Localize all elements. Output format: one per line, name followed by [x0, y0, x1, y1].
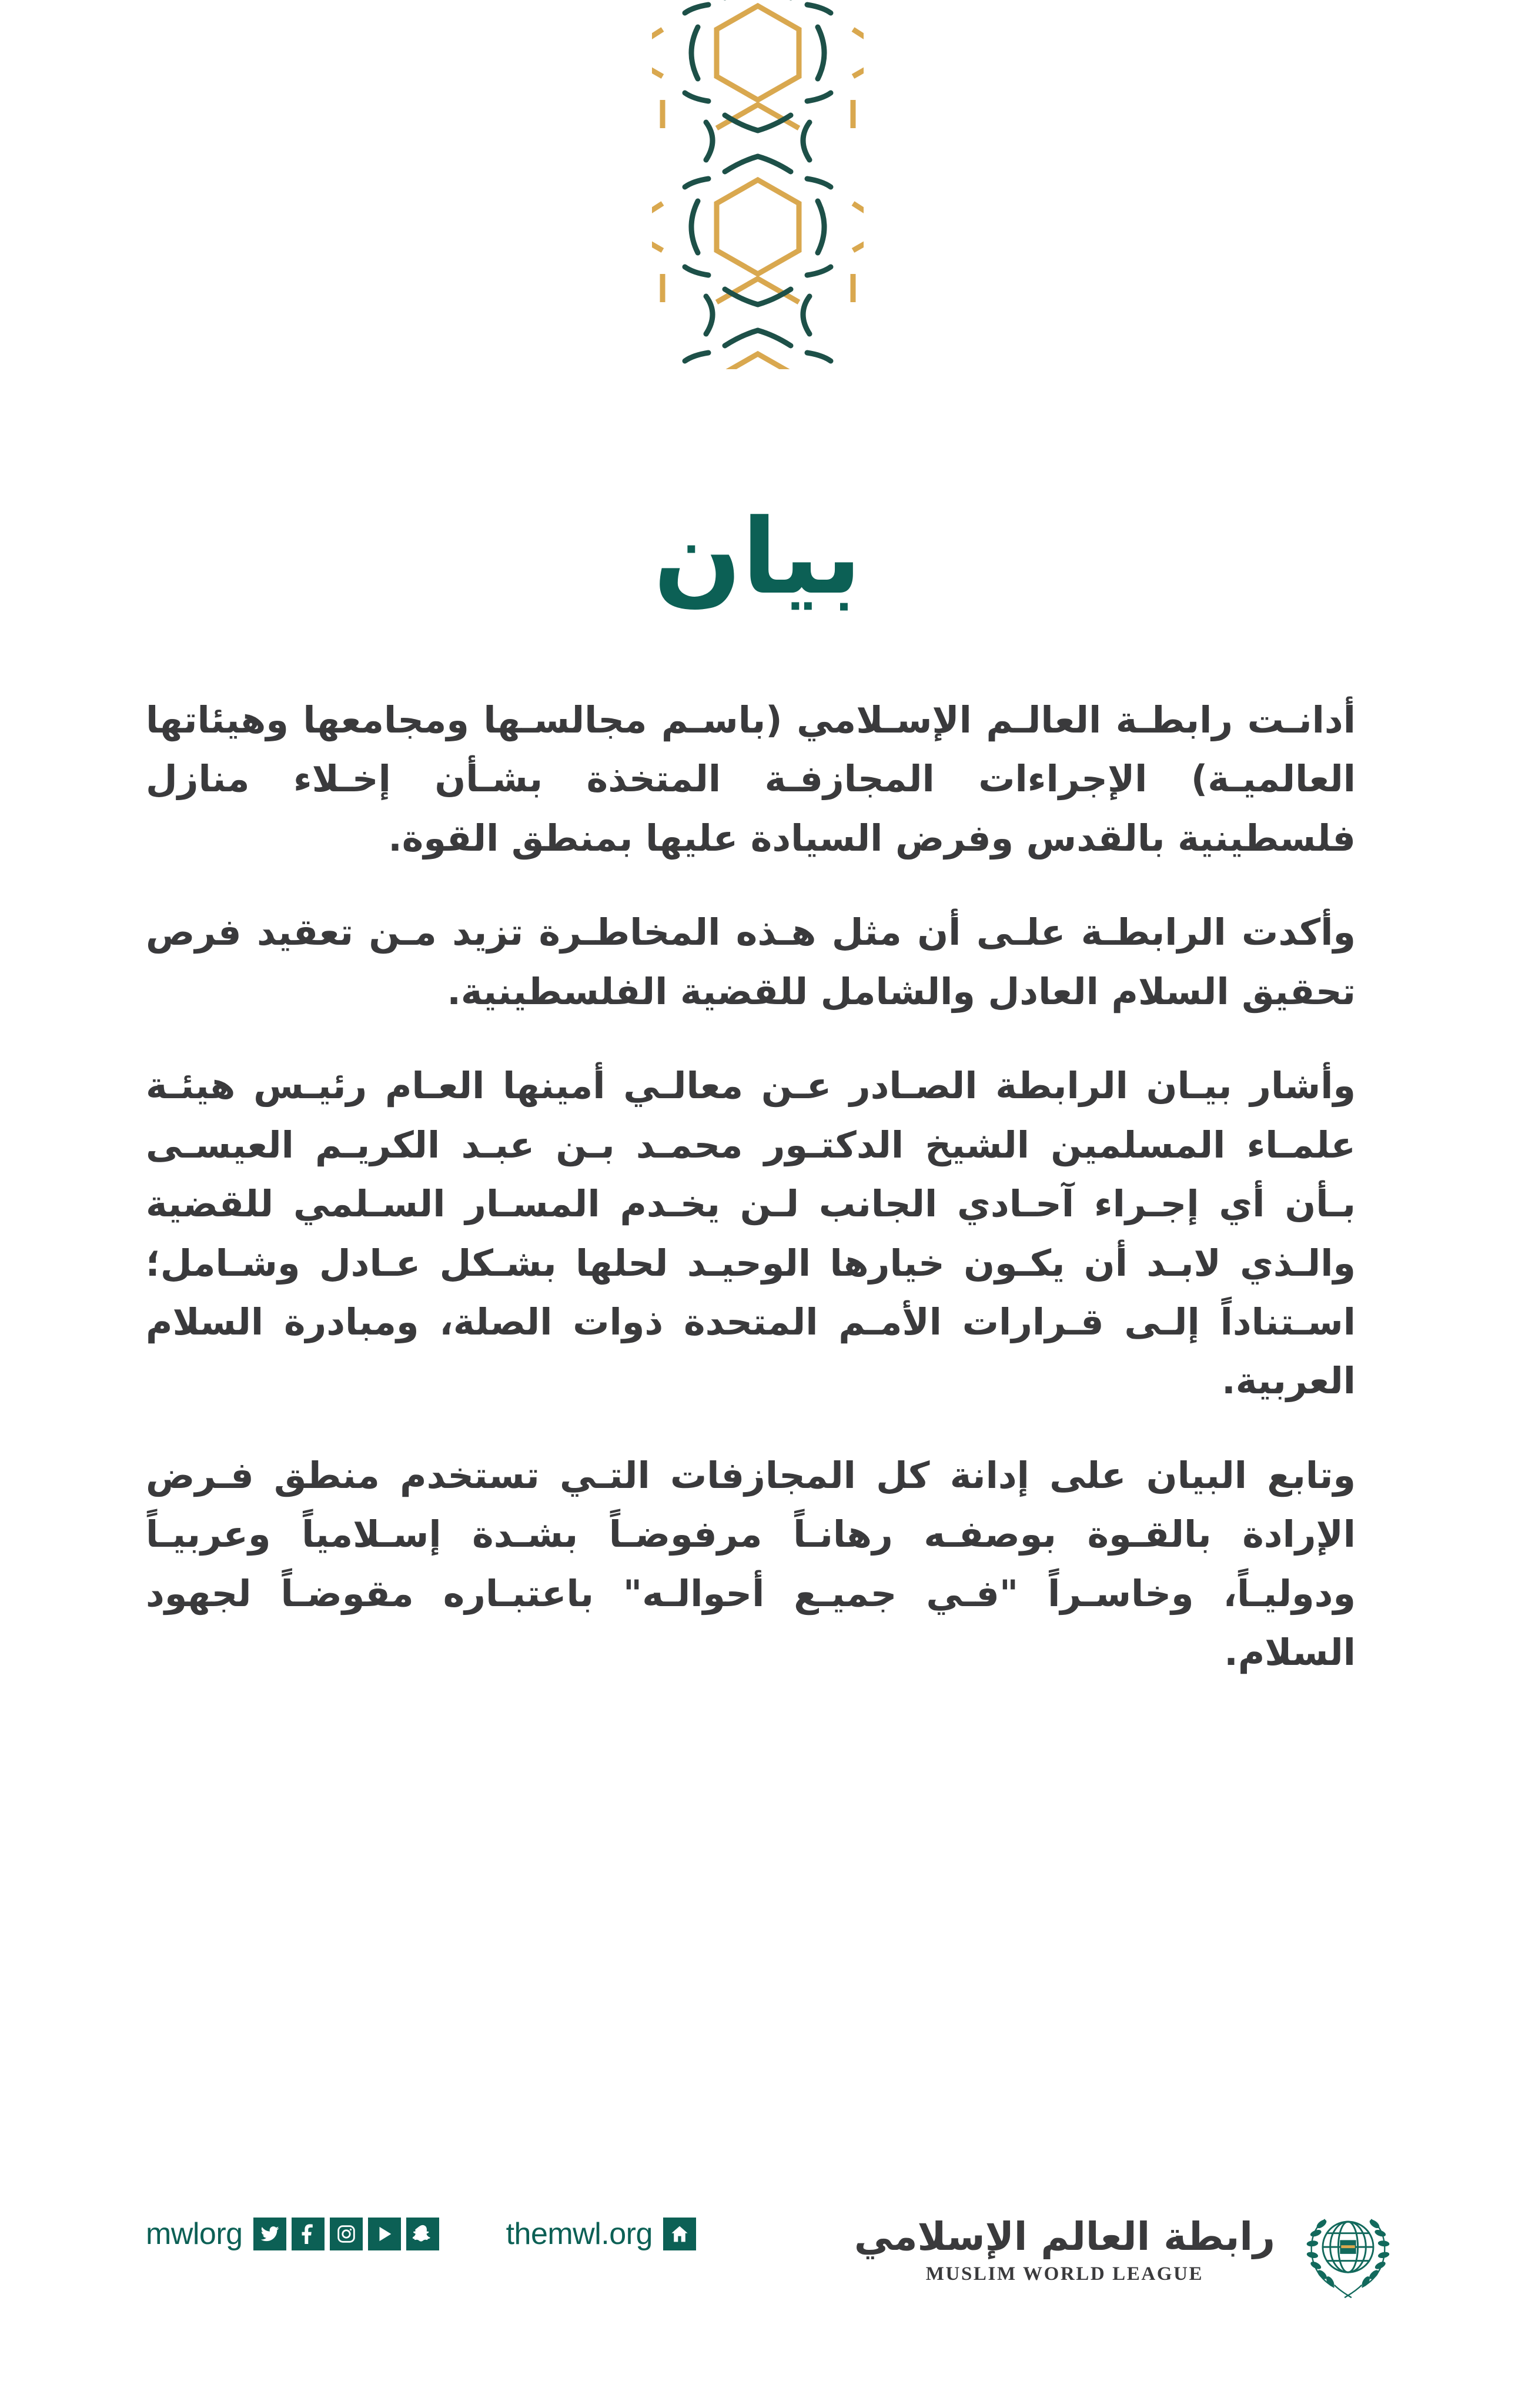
mwl-arabic-name: رابطة العالم الإسلامي	[854, 2214, 1275, 2260]
home-icon[interactable]	[663, 2218, 696, 2250]
website-label: themwl.org	[506, 2217, 653, 2251]
statement-body	[146, 691, 1356, 1683]
statement-paragraph: أدانـت رابطـة العالـم الإسـلامي (باسـم مجالسـها ومجامعها وهيئاتها العالميـة) الإجراءات المجازفـة المتخذة بشـأن إخـلاء منازل فلسطينية بالقدس وفرض السيادة عليها بمنطق القوة.	[146, 698, 1356, 859]
twitter-icon[interactable]	[253, 2218, 286, 2250]
footer	[0, 2175, 1515, 2328]
header-ornament-pattern	[652, 0, 864, 369]
instagram-icon[interactable]	[330, 2218, 363, 2250]
social-handle: mwlorg	[146, 2217, 243, 2251]
snapchat-icon[interactable]	[406, 2218, 439, 2250]
footer-social-bar	[146, 2218, 696, 2250]
page-title: بيان	[653, 496, 862, 617]
mwl-wordmark	[854, 2216, 1275, 2285]
mwl-english-name: MUSLIM WORLD LEAGUE	[925, 2263, 1204, 2285]
social-icon-row	[253, 2218, 439, 2250]
mwl-brand-lockup	[854, 2199, 1400, 2302]
ornament-svg	[652, 0, 864, 369]
statement-paragraph: وتابع البيان على إدانة كل المجازفات التـي تستخدم منطق فـرض الإرادة بالقـوة بوصفـه رهانـاً مرفوضـاً بشـدة إسـلامياً وعربيـاً ودوليـاً، وخاسـراً "فـي جميـع أحوالـه" باعتبـاره مقوضـاً لجهود السلام.	[146, 1453, 1356, 1674]
statement-paragraph: وأكدت الرابطـة علـى أن مثل هـذه المخاطـرة تزيد مـن تعقيد فرص تحقيق السلام العادل والشامل للقضية الفلسطينية.	[146, 911, 1356, 1013]
youtube-play-icon[interactable]	[368, 2218, 401, 2250]
statement-paragraph: وأشار بيـان الرابطة الصـادر عـن معالـي أمينها العـام رئيـس هيئـة علمـاء المسلمين الشيخ الدكتـور محمـد بـن عبـد الكريـم العيسـى بـأن أي إجـراء آحـادي الجانب لـن يخـدم المسـار السـلمي للقضية والـذي لابـد أن يكـون خيارها الوحيـد لحلها بشـكل عـادل وشـامل؛ اسـتناداً إلـى قـرارات الأمـم المتحدة ذوات الصلة، ومبادرة السلام العربية.	[146, 1064, 1356, 1403]
facebook-icon[interactable]	[292, 2218, 325, 2250]
globe-laurel-emblem	[1296, 2199, 1400, 2302]
